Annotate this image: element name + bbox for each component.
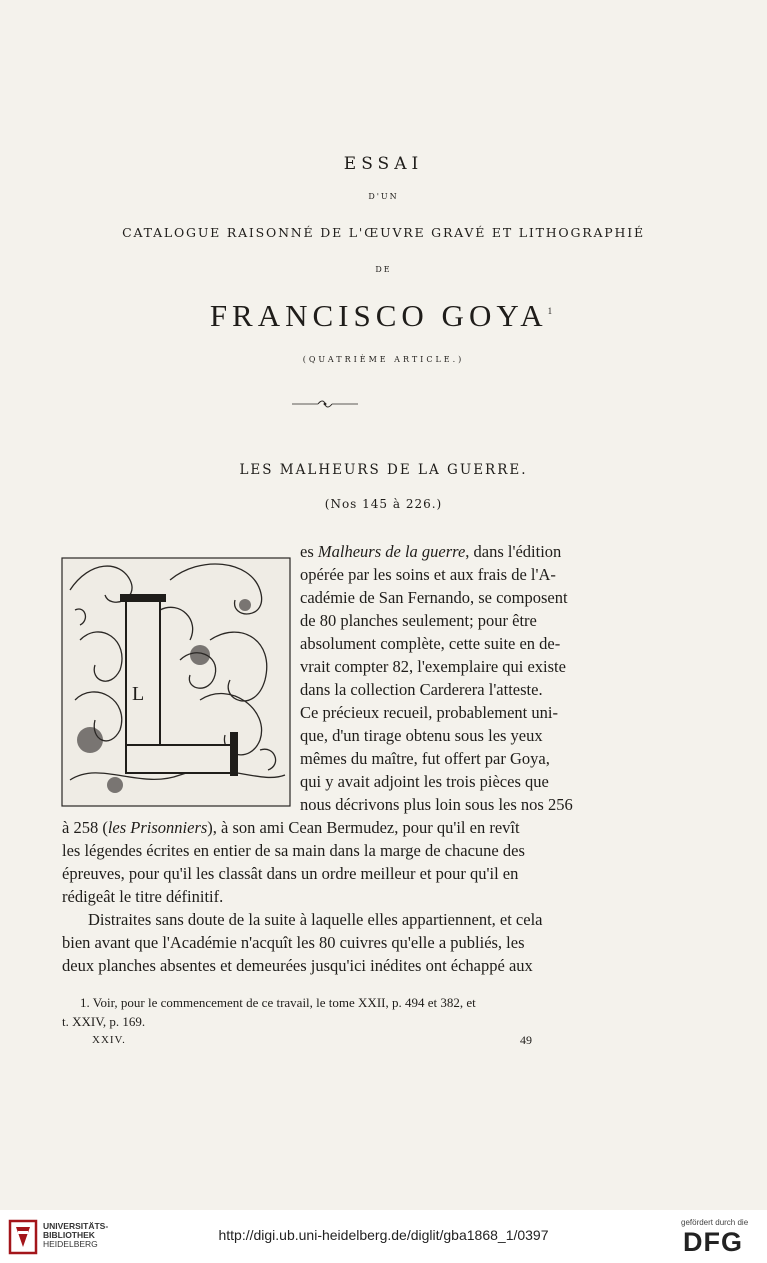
text-line-1-em: Malheurs de la guerre: [317, 542, 466, 561]
text-line-6: vrait compter 82, l'exemplaire qui existe: [300, 657, 566, 676]
section-title: LES MALHEURS DE LA GUERRE.: [239, 462, 528, 478]
ornament-divider: [292, 399, 358, 409]
text-line-11: qui y avait adjoint les trois pièces que: [300, 772, 549, 791]
article-subtitle: (QUATRIÈME ARTICLE.): [302, 355, 465, 364]
text-line-18: bien avant que l'Académie n'acquît les 80 cuivres qu'elle a publiés, les: [62, 933, 525, 952]
page-number: 49: [520, 1033, 532, 1047]
permalink-url[interactable]: http://digi.ub.uni-heidelberg.de/diglit/gba1868_1/0397: [218, 1227, 549, 1243]
text-line-8: Ce précieux recueil, probablement uni-: [300, 703, 558, 722]
text-line-16: rédigeât le titre définitif.: [62, 887, 224, 906]
text-line-1: [300, 541, 561, 563]
section-numbers: (Nos 145 à 226.): [324, 497, 443, 511]
volume-label: XXIV.: [92, 1034, 126, 1046]
goya-name: FRANCISCO GOYA: [209, 298, 548, 333]
initial-letter: L: [132, 683, 145, 705]
footnote-line-1: 1. Voir, pour le commencement de ce travail, le tome XXII, p. 494 et 382, et: [80, 995, 476, 1010]
text-line-17: Distraites sans doute de la suite à laquelle elles appartiennent, et cela: [88, 910, 543, 929]
text-line-1-pre: es: [300, 542, 318, 561]
goya-footnote-mark: 1: [547, 306, 558, 316]
library-line-2: BIBLIOTHEK: [43, 1230, 95, 1240]
de-heading: DE: [375, 265, 392, 274]
goya-title: [0, 298, 767, 334]
text-line-14: les légendes écrites en entier de sa main dans la marge de chacune des: [62, 841, 525, 860]
funded-by-label: gefördert durch die: [681, 1218, 749, 1227]
text-line-9: que, d'un tirage obtenu sous les yeux: [300, 726, 543, 745]
text-line-15: épreuves, pour qu'il les classât dans un ordre meilleur et pour qu'il en: [62, 864, 519, 883]
essai-heading: ESSAI: [343, 154, 424, 174]
decorated-initial-l: [60, 550, 292, 812]
text-line-7: dans la collection Carderera l'atteste.: [300, 680, 543, 699]
catalogue-heading: CATALOGUE RAISONNÉ DE L'ŒUVRE GRAVÉ ET LITHOGRAPHIÉ: [122, 225, 645, 240]
dfg-logo[interactable]: DFG: [683, 1227, 743, 1257]
text-line-1-post: , dans l'édition: [465, 542, 562, 561]
footnote-line-2: t. XXIV, p. 169.: [62, 1014, 146, 1029]
text-line-13-pre: à 258 (: [62, 818, 108, 837]
text-line-5: absolument complète, cette suite en de-: [300, 634, 561, 653]
text-line-3: cadémie de San Fernando, se composent: [300, 588, 568, 607]
text-line-19: deux planches absentes et demeurées jusqu'ici inédites ont échappé aux: [62, 956, 533, 975]
library-line-1: UNIVERSITÄTS-: [43, 1221, 109, 1231]
text-line-13: [62, 817, 520, 839]
text-line-4: de 80 planches seulement; pour être: [300, 611, 537, 630]
text-line-2: opérée par les soins et aux frais de l'A-: [300, 565, 556, 584]
text-line-10: mêmes du maître, fut offert par Goya,: [300, 749, 550, 768]
text-line-13-em: les Prisonniers: [107, 818, 208, 837]
dun-heading: D'UN: [368, 192, 399, 201]
text-line-12: nous décrivons plus loin sous les nos 256: [300, 795, 573, 814]
library-line-3: HEIDELBERG: [43, 1239, 98, 1249]
text-line-13-post: ), à son ami Cean Bermudez, pour qu'il en revît: [207, 818, 520, 837]
